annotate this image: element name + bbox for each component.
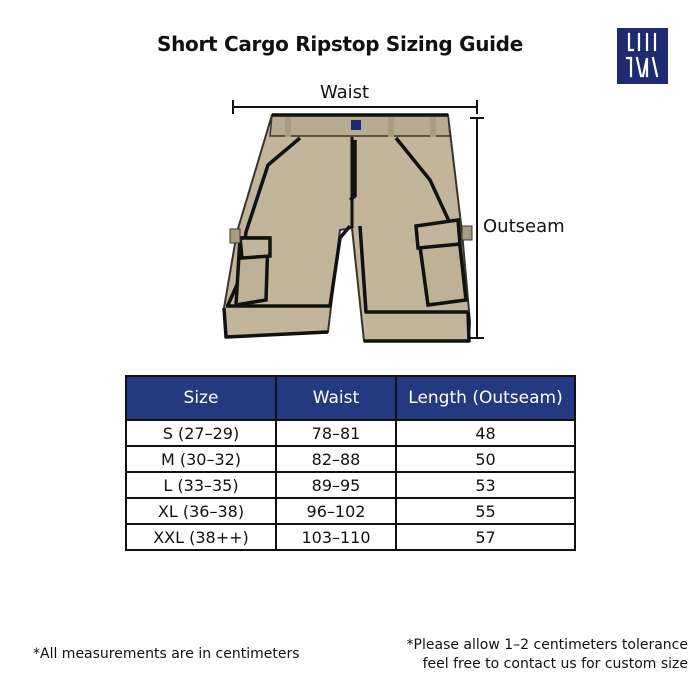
size-table bbox=[125, 375, 576, 551]
cell-length: 55 bbox=[396, 498, 575, 524]
cell-waist: 78–81 bbox=[276, 420, 396, 446]
cell-waist: 82–88 bbox=[276, 446, 396, 472]
cell-waist: 103–110 bbox=[276, 524, 396, 550]
shorts-illustration bbox=[224, 115, 472, 341]
table-header-row bbox=[126, 376, 575, 420]
measurement-note: *All measurements are in centimeters bbox=[33, 646, 300, 662]
cell-waist: 96–102 bbox=[276, 498, 396, 524]
outseam-label: Outseam bbox=[483, 216, 565, 237]
tolerance-line: *Please allow 1–2 centimeters tolerance bbox=[406, 637, 688, 653]
cell-length: 53 bbox=[396, 472, 575, 498]
cell-size: XL (36–38) bbox=[126, 498, 276, 524]
header-length: Length (Outseam) bbox=[396, 376, 575, 420]
cell-length: 48 bbox=[396, 420, 575, 446]
page-title: Short Cargo Ripstop Sizing Guide bbox=[157, 32, 523, 56]
tolerance-note bbox=[407, 636, 688, 674]
table-row bbox=[126, 420, 575, 446]
header-waist: Waist bbox=[276, 376, 396, 420]
cell-size: XXL (38++) bbox=[126, 524, 276, 550]
table-row bbox=[126, 498, 575, 524]
table-row bbox=[126, 472, 575, 498]
cell-length: 57 bbox=[396, 524, 575, 550]
cell-waist: 89–95 bbox=[276, 472, 396, 498]
custom-size-line: feel free to contact us for custom size bbox=[422, 656, 688, 672]
table-row bbox=[126, 446, 575, 472]
header-size: Size bbox=[126, 376, 276, 420]
cell-size: S (27–29) bbox=[126, 420, 276, 446]
waist-label: Waist bbox=[320, 82, 370, 103]
cell-length: 50 bbox=[396, 446, 575, 472]
table-row bbox=[126, 524, 575, 550]
cell-size: L (33–35) bbox=[126, 472, 276, 498]
cell-size: M (30–32) bbox=[126, 446, 276, 472]
